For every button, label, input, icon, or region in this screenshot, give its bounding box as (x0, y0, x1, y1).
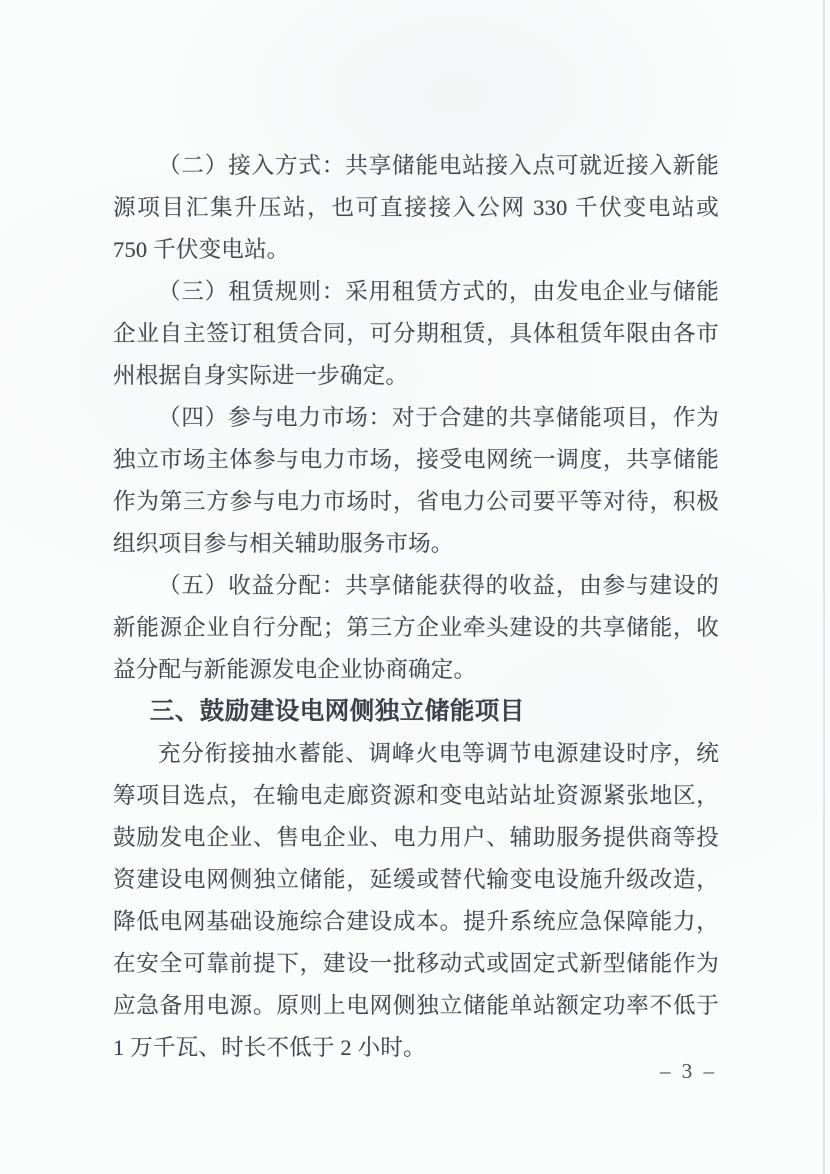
paragraph-power-market-participation: （四）参与电力市场：对于合建的共享储能项目，作为独立市场主体参与电力市场，接受电网统一调度，共享储能作为第三方参与电力市场时，省电力公司要平等对待，积极组织项目参与相关辅助服务市场。 (113, 405, 719, 556)
paragraph-grid-side-storage-details: 充分衔接抽水蓄能、调峰火电等调节电源建设时序，统筹项目选点，在输电走廊资源和变电站站址资源紧张地区，鼓励发电企业、售电企业、电力用户、辅助服务提供商等投资建设电网侧独立储能，延缓或替代输变电设施升级改造，降低电网基础设施综合建设成本。提升系统应急保障能力，在安全可靠前提下，建设一批移动式或固定式新型储能作为应急备用电源。原则上电网侧独立储能单站额定功率不低于 1 万千瓦、时长不低于 2 小时。 (113, 741, 719, 1060)
document-body (113, 145, 719, 1069)
scan-edge-line (823, 0, 825, 1174)
paragraph-lease-rules: （三）租赁规则：采用租赁方式的，由发电企业与储能企业自主签订租赁合同，可分期租赁，具体租赁年限由各市州根据自身实际进一步确定。 (113, 279, 719, 388)
page-number: – 3 – (660, 1059, 717, 1083)
paragraph-revenue-distribution: （五）收益分配：共享储能获得的收益，由参与建设的新能源企业自行分配；第三方企业牵头建设的共享储能，收益分配与新能源发电企业协商确定。 (113, 573, 719, 682)
paragraph-access-method: （二）接入方式：共享储能电站接入点可就近接入新能源项目汇集升压站，也可直接接入公网 330 千伏变电站或 750 千伏变电站。 (113, 153, 719, 262)
section-heading-grid-side-storage: 三、鼓励建设电网侧独立储能项目 (149, 698, 525, 725)
